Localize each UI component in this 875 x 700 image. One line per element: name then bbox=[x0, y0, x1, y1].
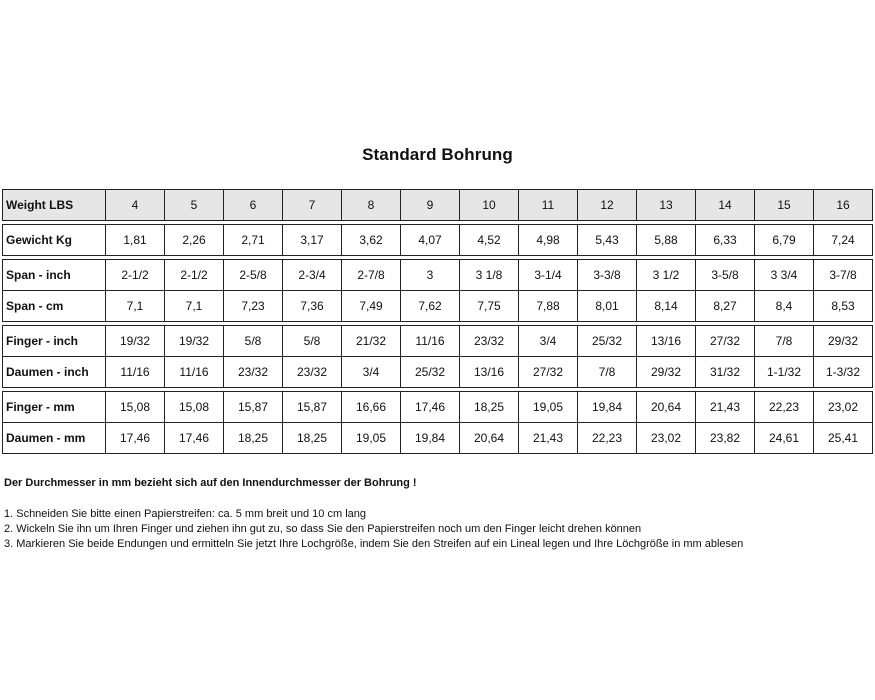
table-cell: 20,64 bbox=[460, 423, 519, 454]
table-cell: 19,84 bbox=[401, 423, 460, 454]
table-cell: 29/32 bbox=[637, 357, 696, 388]
row-label: Daumen - mm bbox=[3, 423, 106, 454]
table-cell: 7,24 bbox=[814, 225, 873, 256]
row-label: Finger - mm bbox=[3, 392, 106, 423]
table-cell: 29/32 bbox=[814, 326, 873, 357]
table-cell: 11/16 bbox=[401, 326, 460, 357]
instruction-step-3: 3. Markieren Sie beide Endungen und ermitteln Sie jetzt Ihre Lochgröße, indem Sie den Streifen auf ein Lineal legen und Ihre Löchgröße in mm ablesen bbox=[4, 538, 744, 550]
table-cell: 7,49 bbox=[342, 291, 401, 322]
table-cell: 13/16 bbox=[637, 326, 696, 357]
table-cell: 23,02 bbox=[814, 392, 873, 423]
table-cell: 16,66 bbox=[342, 392, 401, 423]
table-cell: 8 bbox=[342, 190, 401, 221]
table-cell: 15,87 bbox=[224, 392, 283, 423]
table-cell: 2,26 bbox=[165, 225, 224, 256]
row-label: Span - inch bbox=[3, 260, 106, 291]
table-cell: 19/32 bbox=[106, 326, 165, 357]
table-cell: 6,79 bbox=[755, 225, 814, 256]
table-cell: 7,23 bbox=[224, 291, 283, 322]
table-cell: 7,36 bbox=[283, 291, 342, 322]
table-cell: 8,14 bbox=[637, 291, 696, 322]
table-cell: 6 bbox=[224, 190, 283, 221]
table-cell: 21/32 bbox=[342, 326, 401, 357]
table-cell: 13 bbox=[637, 190, 696, 221]
table-cell: 3-1/4 bbox=[519, 260, 578, 291]
table-cell: 23/32 bbox=[460, 326, 519, 357]
table-cell: 7/8 bbox=[755, 326, 814, 357]
table-cell: 27/32 bbox=[696, 326, 755, 357]
table-cell: 3 1/8 bbox=[460, 260, 519, 291]
table-cell: 3,17 bbox=[283, 225, 342, 256]
table-cell: 13/16 bbox=[460, 357, 519, 388]
table-row bbox=[3, 291, 873, 322]
table-cell: 17,46 bbox=[165, 423, 224, 454]
table-cell: 7,1 bbox=[165, 291, 224, 322]
table-cell: 8,4 bbox=[755, 291, 814, 322]
table-cell: 8,27 bbox=[696, 291, 755, 322]
table-cell: 25/32 bbox=[401, 357, 460, 388]
table-cell: 1,81 bbox=[106, 225, 165, 256]
table-cell: 8,01 bbox=[578, 291, 637, 322]
table-cell: 3 1/2 bbox=[637, 260, 696, 291]
table-cell: 3-7/8 bbox=[814, 260, 873, 291]
table-cell: 19,05 bbox=[519, 392, 578, 423]
table-cell: 15,87 bbox=[283, 392, 342, 423]
table-cell: 19,05 bbox=[342, 423, 401, 454]
table-cell: 11/16 bbox=[165, 357, 224, 388]
table-cell: 22,23 bbox=[578, 423, 637, 454]
table-cell: 7/8 bbox=[578, 357, 637, 388]
table-cell: 5/8 bbox=[224, 326, 283, 357]
table-cell: 25,41 bbox=[814, 423, 873, 454]
table-cell: 5,43 bbox=[578, 225, 637, 256]
row-label: Weight LBS bbox=[3, 190, 106, 221]
table-cell: 3-5/8 bbox=[696, 260, 755, 291]
table-cell: 18,25 bbox=[460, 392, 519, 423]
table-cell: 2-1/2 bbox=[106, 260, 165, 291]
table-cell: 7,1 bbox=[106, 291, 165, 322]
instruction-step-1: 1. Schneiden Sie bitte einen Papierstreifen: ca. 5 mm breit und 10 cm lang bbox=[4, 508, 366, 520]
table-row bbox=[3, 357, 873, 388]
table-cell: 7,75 bbox=[460, 291, 519, 322]
table-row bbox=[3, 260, 873, 291]
header-row bbox=[3, 190, 873, 221]
bore-note: Der Durchmesser in mm bezieht sich auf den Innendurchmesser der Bohrung ! bbox=[4, 477, 417, 489]
table-row bbox=[3, 423, 873, 454]
table-cell: 3,62 bbox=[342, 225, 401, 256]
table-cell: 2-3/4 bbox=[283, 260, 342, 291]
table-cell: 24,61 bbox=[755, 423, 814, 454]
table-cell: 23,02 bbox=[637, 423, 696, 454]
table-cell: 7,88 bbox=[519, 291, 578, 322]
table-cell: 20,64 bbox=[637, 392, 696, 423]
table-cell: 1-3/32 bbox=[814, 357, 873, 388]
table-cell: 17,46 bbox=[401, 392, 460, 423]
table-cell: 17,46 bbox=[106, 423, 165, 454]
table-cell: 11 bbox=[519, 190, 578, 221]
instruction-step-2: 2. Wickeln Sie ihn um Ihren Finger und ziehen ihn gut zu, so dass Sie den Papierstreifen noch um den Finger leicht drehen können bbox=[4, 523, 642, 535]
table-cell: 3 bbox=[401, 260, 460, 291]
table-row bbox=[3, 392, 873, 423]
table-cell: 12 bbox=[578, 190, 637, 221]
table-cell: 14 bbox=[696, 190, 755, 221]
table-cell: 31/32 bbox=[696, 357, 755, 388]
row-label: Span - cm bbox=[3, 291, 106, 322]
table-cell: 5,88 bbox=[637, 225, 696, 256]
table-cell: 23,82 bbox=[696, 423, 755, 454]
size-table bbox=[2, 189, 873, 454]
table-cell: 5/8 bbox=[283, 326, 342, 357]
table-cell: 16 bbox=[814, 190, 873, 221]
table-cell: 23/32 bbox=[224, 357, 283, 388]
table-cell: 4,98 bbox=[519, 225, 578, 256]
table-cell: 18,25 bbox=[283, 423, 342, 454]
table-cell: 7,62 bbox=[401, 291, 460, 322]
table-cell: 4 bbox=[106, 190, 165, 221]
table-cell: 3/4 bbox=[342, 357, 401, 388]
table-cell: 15,08 bbox=[165, 392, 224, 423]
table-cell: 4,52 bbox=[460, 225, 519, 256]
table-cell: 1-1/32 bbox=[755, 357, 814, 388]
table-cell: 15,08 bbox=[106, 392, 165, 423]
table-cell: 8,53 bbox=[814, 291, 873, 322]
row-label: Finger - inch bbox=[3, 326, 106, 357]
table-cell: 2-1/2 bbox=[165, 260, 224, 291]
table-cell: 19/32 bbox=[165, 326, 224, 357]
table-cell: 3/4 bbox=[519, 326, 578, 357]
table-cell: 21,43 bbox=[519, 423, 578, 454]
table-cell: 3 3/4 bbox=[755, 260, 814, 291]
table-cell: 3-3/8 bbox=[578, 260, 637, 291]
instructions bbox=[4, 507, 743, 552]
table-cell: 11/16 bbox=[106, 357, 165, 388]
table-cell: 22,23 bbox=[755, 392, 814, 423]
table-cell: 2,71 bbox=[224, 225, 283, 256]
table-cell: 19,84 bbox=[578, 392, 637, 423]
table-cell: 2-7/8 bbox=[342, 260, 401, 291]
page-title: Standard Bohrung bbox=[362, 145, 513, 164]
table-cell: 15 bbox=[755, 190, 814, 221]
table-cell: 4,07 bbox=[401, 225, 460, 256]
table-cell: 10 bbox=[460, 190, 519, 221]
table-cell: 27/32 bbox=[519, 357, 578, 388]
row-label: Gewicht Kg bbox=[3, 225, 106, 256]
table-row bbox=[3, 225, 873, 256]
table-cell: 7 bbox=[283, 190, 342, 221]
table-cell: 9 bbox=[401, 190, 460, 221]
row-label: Daumen - inch bbox=[3, 357, 106, 388]
table-cell: 25/32 bbox=[578, 326, 637, 357]
table-cell: 5 bbox=[165, 190, 224, 221]
table-cell: 21,43 bbox=[696, 392, 755, 423]
table-row bbox=[3, 326, 873, 357]
table-cell: 2-5/8 bbox=[224, 260, 283, 291]
table-cell: 23/32 bbox=[283, 357, 342, 388]
table-cell: 6,33 bbox=[696, 225, 755, 256]
table-cell: 18,25 bbox=[224, 423, 283, 454]
